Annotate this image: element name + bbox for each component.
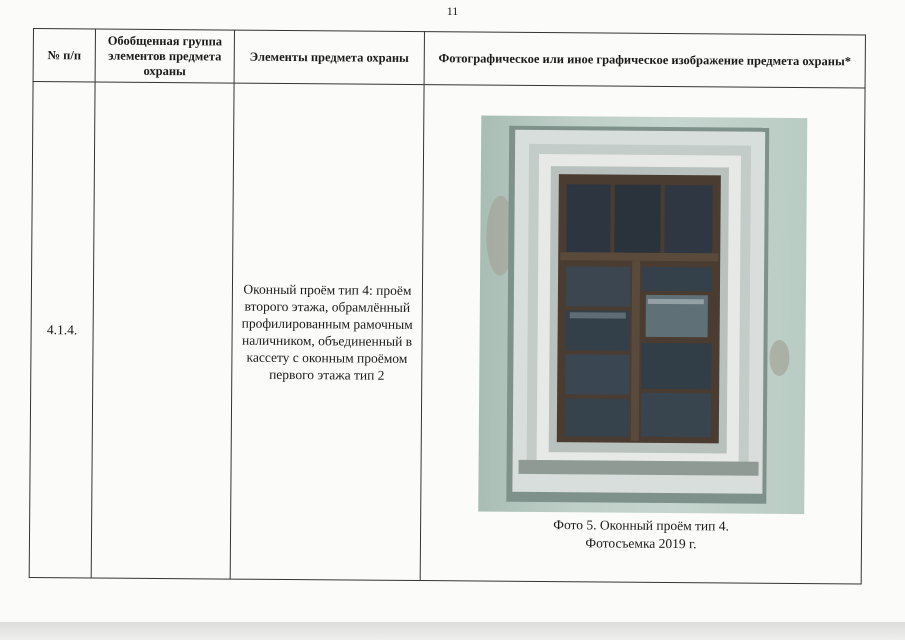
cell-row-number: 4.1.4. <box>29 82 95 578</box>
photo-caption-line2: Фотосъемка 2019 г. <box>585 534 697 551</box>
header-group: Обобщенная группа элементов предмета охраны <box>95 29 234 83</box>
header-num: № п/п <box>33 29 95 82</box>
cell-image <box>420 85 865 584</box>
header-elements: Элементы предмета охраны <box>234 30 424 84</box>
page-number: 11 <box>446 4 459 18</box>
header-image: Фотографическое или иное графическое изображение предмета охраны* <box>424 32 865 88</box>
photo-caption-line1: Фото 5. Оконный проём тип 4. <box>553 516 729 533</box>
scan-bottom-edge <box>0 622 905 640</box>
window-photo <box>478 115 807 514</box>
table-header-row <box>33 29 865 89</box>
table-row <box>29 82 865 585</box>
cell-element-description: Оконный проём тип 4: проём второго этажа, обрамлённый профилированным рамочным наличником, объединенный в кассету с оконным проёмом первого этажа тип 2 <box>230 83 424 580</box>
cell-group <box>91 82 234 579</box>
photo-caption <box>421 515 861 554</box>
window-photo-drawing <box>478 115 807 514</box>
heritage-elements-table <box>29 28 866 585</box>
